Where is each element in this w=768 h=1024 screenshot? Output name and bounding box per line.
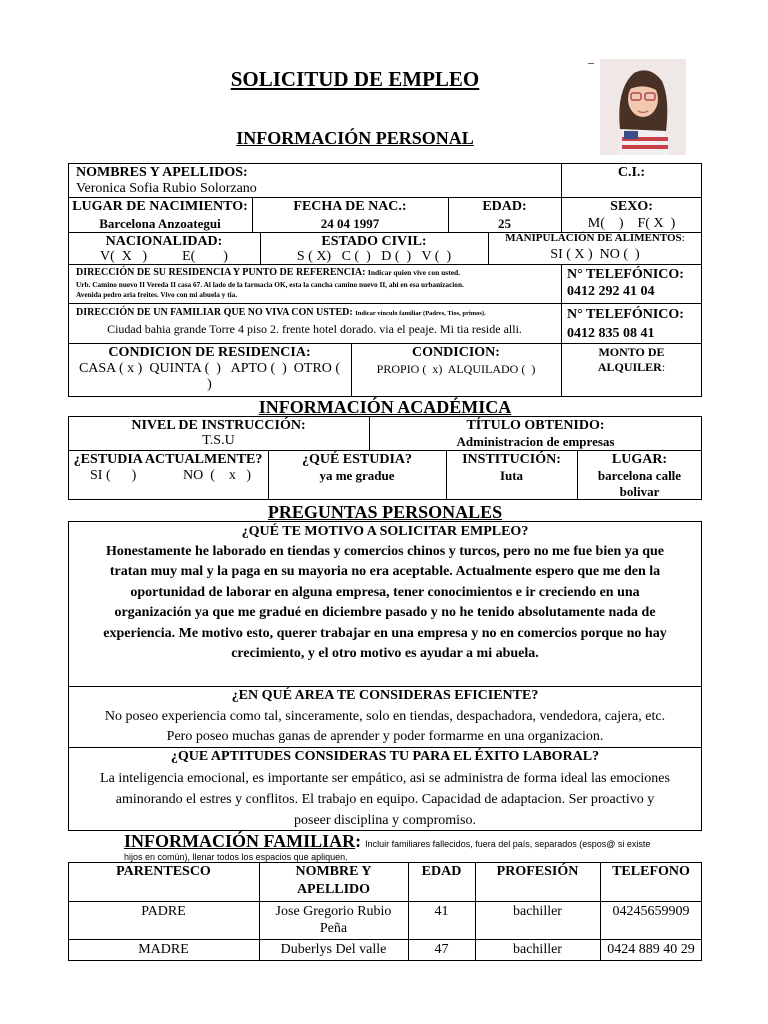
answer-aptitudes-line: poseer disciplina y compromiso. [294,813,476,828]
nombres-label: NOMBRES Y APELLIDOS: [76,165,248,180]
col-header-nombre-line1: NOMBRE Y [295,864,372,879]
cell-telefono: 04245659909 [612,904,690,919]
condicion-residencia-label: CONDICION DE RESIDENCIA: [108,345,311,360]
answer-area-line: Pero poseo muchas ganas de aprender y poder formarme en una organizacion. [166,729,604,744]
section-heading-academica: INFORMACIÓN ACADÉMICA [258,397,512,417]
institucion-label: INSTITUCIÓN: [462,452,561,467]
lugar-label: LUGAR: [611,452,668,467]
estudia-si-option: SI ( ) [90,468,137,483]
condicion-residencia-value-line2: ) [207,377,212,392]
edad-label: EDAD: [482,199,527,214]
manipulacion-colon: : [681,232,685,244]
answer-aptitudes [68,768,702,831]
col-header-parentesco: PARENTESCO [116,864,211,879]
manipulacion-value: SI ( X ) NO ( ) [550,247,640,262]
telefono2-label: N° TELEFÓNICO: [567,307,684,322]
cell-parentesco: MADRE [138,942,189,957]
col-header-nombre-line2: APELLIDO [296,882,371,897]
fecha-nac-value: 24 04 1997 [320,216,380,231]
nivel-instruccion-label: NIVEL DE INSTRUCCIÓN: [131,418,306,433]
monto-label-line2: ALQUILER [597,360,662,374]
nacionalidad-label: NACIONALIDAD: [105,234,223,249]
cell-edad: 47 [434,942,449,957]
estudia-no-option: NO ( x ) [183,468,252,483]
question-motivo: ¿QUÉ TE MOTIVO A SOLICITAR EMPLEO? [241,524,529,539]
nombres-value: Veronica Sofia Rubio Solorzano [76,181,257,196]
answer-motivo-line: oportunidad de laborar en alguna empresa, tener conocimientos e ir creciendo en una [130,584,640,600]
nacionalidad-value: V( X ) E( ) [100,249,228,264]
answer-aptitudes-line: La inteligencia emocional, es importante ser empático, asi se administra de forma ideal las emociones [100,771,670,786]
condicion-label: CONDICION: [412,345,500,360]
cell-profesion: bachiller [513,942,562,957]
familiar-note-line2: hijos en común), llenar todos los espacios que apliquen. [124,852,348,862]
institucion-value: Iuta [499,468,524,483]
cell-telefono: 0424 889 40 29 [607,942,695,957]
ci-label: C.I.: [617,165,646,180]
photo-dash: _ [588,51,594,65]
answer-area-line: No poseo experiencia como tal, sinceramente, solo en tiendas, despachadora, vendedora, cajera, etc. [104,709,666,724]
col-header-edad: EDAD [421,864,462,879]
lugar-nacimiento-value: Barcelona Anzoategui [99,216,221,231]
applicant-photo [600,59,686,155]
titulo-obtenido-label: TÍTULO OBTENIDO: [466,418,605,433]
section-heading-personal: INFORMACIÓN PERSONAL [236,128,474,148]
section-heading-preguntas: PREGUNTAS PERSONALES [267,502,503,522]
direccion-value-line1: Urb. Camino nuevo II Vereda II casa 67. Al lado de la farmacia OK, esta la cancha camino nuevo II, ahi en esa urbanizacion. [76,280,464,289]
telefono1-value: 0412 292 41 04 [567,284,655,299]
edad-value: 25 [498,216,511,231]
col-header-telefono: TELEFONO [612,864,690,879]
condicion-value: PROPIO ( x) ALQUILADO ( ) [376,362,536,376]
direccion-value-line2: Avenida pedro aria freites. Vivo con mi abuela y tia. [76,290,238,299]
question-area-eficiente: ¿EN QUÉ AREA TE CONSIDERAS EFICIENTE? [231,688,539,703]
cell-nombre-line1: Jose Gregorio Rubio [275,904,392,919]
lugar-value-line2: bolivar [619,484,660,499]
titulo-obtenido-value: Administracion de empresas [456,434,615,449]
direccion-familiar-value: Ciudad bahia grande Torre 4 piso 2. frente hotel dorado. via el peaje. Mi tia reside alli. [107,322,522,336]
manipulacion-label: MANIPULACIÓN DE ALIMENTOS [505,232,682,244]
answer-area-eficiente [68,707,702,747]
que-estudia-value: ya me gradue [319,468,395,483]
estudia-actualmente-label: ¿ESTUDIA ACTUALMENTE? [73,452,263,467]
answer-motivo-line: crecimiento, y el otro motivo es ayudar a mi abuela. [231,646,539,662]
monto-label-line1: MONTO DE [598,345,665,359]
answer-motivo-line: tratan muy mal y la paga en su mayoria no era aceptable. Actualmente espero que me den la [109,564,661,580]
lugar-value-line1: barcelona calle [597,468,682,483]
familiar-heading-colon: : [355,831,362,851]
estado-civil-value: S ( X) C ( ) D ( ) V ( ) [296,249,452,264]
document-title: SOLICITUD DE EMPLEO [230,67,480,91]
telefono2-value: 0412 835 08 41 [567,326,655,341]
telefono1-label: N° TELEFÓNICO: [567,267,684,282]
nivel-instruccion-value: T.S.U [202,433,235,448]
sexo-value: M( ) F( X ) [587,216,676,231]
estado-civil-label: ESTADO CIVIL: [321,234,427,249]
monto-colon: : [661,360,666,374]
answer-motivo [68,542,702,664]
direccion-note: Indicar quien vive con usted. [367,268,461,277]
answer-aptitudes-line: aminorando el estres y conflitos. El trabajo en equipo. Capacidad de adaptacion. Ser proactivo y [115,792,655,807]
col-header-profesion: PROFESIÓN [496,864,579,879]
direccion-familiar-label: DIRECCIÓN DE UN FAMILIAR QUE NO VIVA CON USTED: [76,307,353,318]
answer-motivo-line: experiencia. Me motivo esto, querer trabajar en una empresa y no en comercios porque no hay [103,625,667,641]
cell-nombre-line2: Peña [319,921,348,936]
familiar-note-line1: Incluir familiares fallecidos, fuera del país, separados (espos@ si existe [365,839,651,849]
cell-edad: 41 [434,904,449,919]
sexo-label: SEXO: [610,199,653,214]
cell-profesion: bachiller [513,904,562,919]
answer-motivo-line: organización ya que me gradué en diciembre pasado y no he tenido absolutamente nada de [114,605,656,621]
direccion-familiar-note: Indicar vinculo familiar (Padres, Tios, primos). [355,310,486,317]
cell-nombre-line1: Duberlys Del valle [280,942,387,957]
que-estudia-label: ¿QUÉ ESTUDIA? [301,452,413,467]
question-aptitudes: ¿QUE APTITUDES CONSIDERAS TU PARA EL ÉXITO LABORAL? [170,749,600,764]
answer-motivo-line: Honestamente he laborado en tiendas y comercios chinos y turcos, pero no me fue bien ya que [105,544,665,559]
section-heading-familiar: INFORMACIÓN FAMILIAR [124,831,356,851]
condicion-residencia-value-line1: CASA ( x ) QUINTA ( ) APTO ( ) OTRO ( [78,361,341,376]
direccion-label: DIRECCIÓN DE SU RESIDENCIA Y PUNTO DE REFERENCIA: [76,267,366,278]
cell-parentesco: PADRE [141,904,186,919]
fecha-nac-label: FECHA DE NAC.: [293,199,407,214]
lugar-nacimiento-label: LUGAR DE NACIMIENTO: [72,199,248,214]
